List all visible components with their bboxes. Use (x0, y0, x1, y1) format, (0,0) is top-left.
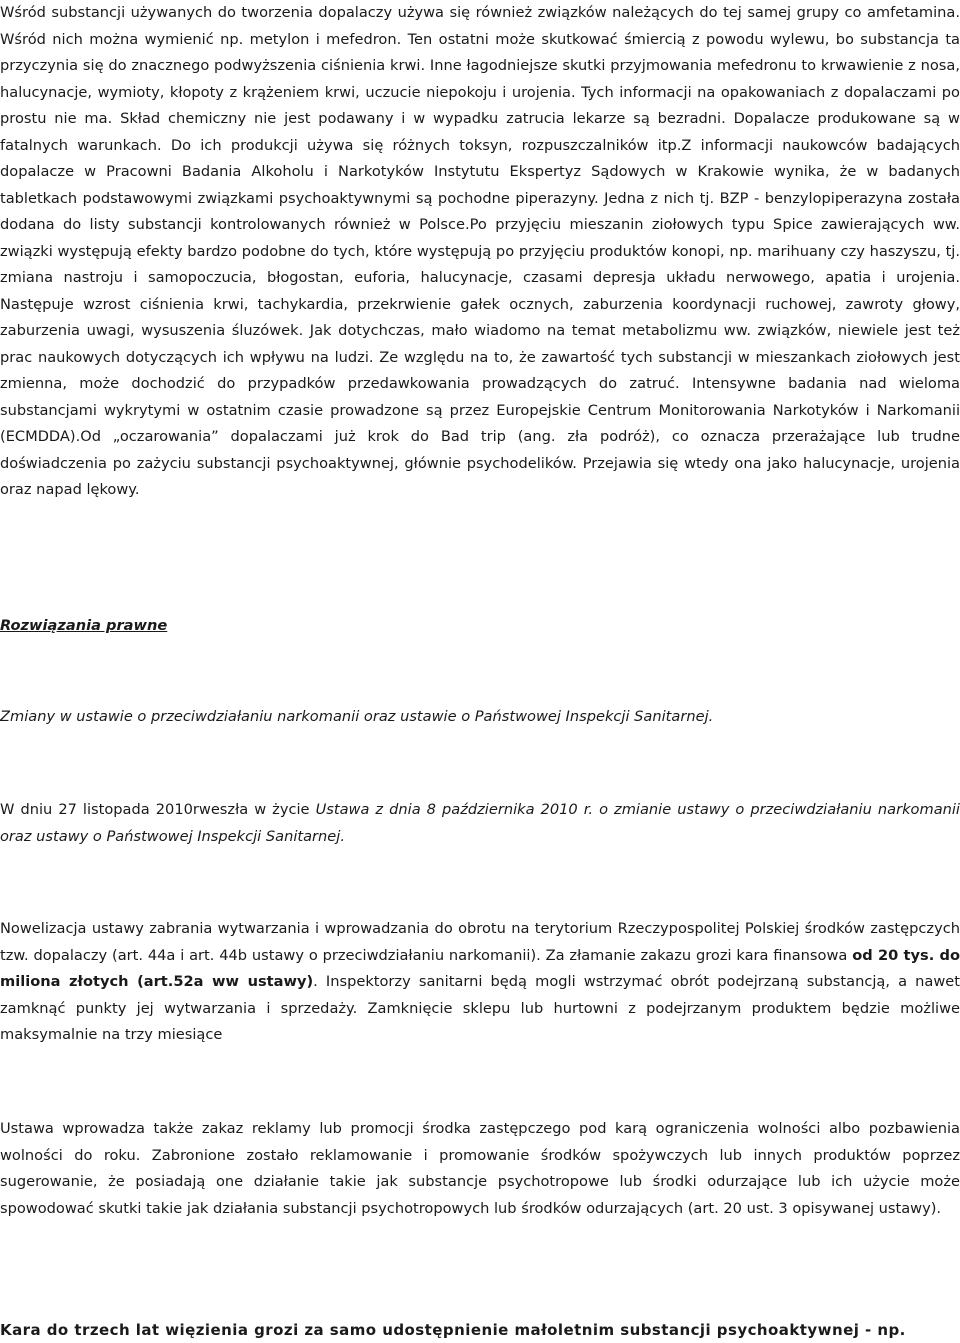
paragraph-amendment-tail: . Inspektorzy sanitarni będą mogli wstrzymać obrót podejrzaną substancją, a nawet zamknąć punkty jej wytwarzania i sprzedaży. Zamknięcie sklepu lub hurtowni z podejrzanym produktem będzie możliwe maksymalnie na trzy miesiące (0, 973, 960, 1043)
section-heading: Rozwiązania prawne (0, 617, 168, 634)
paragraph-law-entry-title: Ustawa z dnia 8 października 2010 r. o zmianie ustawy o przeciwdziałaniu narkomanii oraz ustawy o Państwowej Inspekcji Sanitarnej. (0, 801, 960, 845)
paragraph-amendment-lead: Nowelizacja ustawy zabrania wytwarzania i wprowadzania do obrotu na terytorium Rzeczypospolitej Polskiej środków zastępczych tzw. dopalaczy (art. 44a i art. 44b ustawy o przeciwdziałaniu narkomanii). Za złamanie zakazu grozi kara finansowa (0, 920, 960, 964)
final-bold-line: Kara do trzech lat więzienia grozi za samo udostępnienie małoletnim substancji psychoaktywnej - np. (0, 1321, 906, 1339)
paragraph-substances: Wśród substancji używanych do tworzenia dopalaczy używa się również związków należących do tej samej grupy co amfetamina. Wśród nich można wymienić np. metylon i mefedron. Ten ostatni może skutkować śmiercią z powodu wylewu, bo substancja ta przyczynia się do znacznego podwyższenia ciśnienia krwi. Inne łagodniejsze skutki przyjmowania mefedronu to krwawienie z nosa, halucynacje, wymioty, kłopoty z krążeniem krwi, uczucie niepokoju i urojenia. Tych informacji na opakowaniach z dopalaczami po prostu nie ma. Skład chemiczny nie jest podawany i w wypadku zatrucia lekarze są bezradni. Dopalacze produkowane są w fatalnych warunkach. Do ich produkcji używa się różnych toksyn, rozpuszczalników itp.Z informacji naukowców badających dopalacze w Pracowni Badania Alkoholu i Narkotyków Instytutu Ekspertyz Sądowych w Krakowie wynika, że w badanych tabletkach podstawowymi związkami psychoaktywnymi są pochodne piperazyny. Jedna z nich tj. BZP - benzylopiperazyna została dodana do listy substancji kontrolowanych również w Polsce.Po przyjęciu mieszanin ziołowych typu Spice zawierających ww. związki występują efekty bardzo podobne do tych, które występują po przyjęciu produktów konopi, np. marihuany czy haszyszu, tj. zmiana nastroju i samopoczucia, błogostan, euforia, halucynacje, czasami depresja układu nerwowego, apatia i urojenia. Następuje wzrost ciśnienia krwi, tachykardia, przekrwienie gałek ocznych, zaburzenia koordynacji ruchowej, zawroty głowy, zaburzenia uwagi, wysuszenia śluzówek. Jak dotychczas, mało wiadomo na temat metabolizmu ww. związków, niewiele jest też prac naukowych dotyczących ich wpływu na ludzi. Ze względu na to, że zawartość tych substancji w mieszankach ziołowych jest zmienna, może dochodzić do przypadków przedawkowania prowadzących do zatruć. Intensywne badania nad wieloma substancjami wykrytymi w ostatnim czasie prowadzone są przez Europejskie Centrum Monitorowania Narkotyków i Narkomanii (ECMDDA).Od „oczarowania” dopalaczami już krok do Bad trip (ang. zła podróż), co oznacza przerażające lub trudne doświadczenia po zażyciu substancji psychoaktywnej, głównie psychodelików. Przejawia się wtedy ona jako halucynacje, urojenia oraz napad lękowy. (0, 4, 960, 498)
paragraph-law-entry (0, 797, 960, 850)
paragraph-advertising-ban: Ustawa wprowadza także zakaz reklamy lub promocji środka zastępczego pod karą ograniczenia wolności albo pozbawienia wolności do roku. Zabronione zostało reklamowanie i promowanie środków spożywczych lub innych produktów poprzez sugerowanie, że posiadają one działanie takie jak substancje psychotropowe lub środki odurzające lub ich użycie może spowodować skutki takie jak działania substancji psychotropowych lub środków odurzających (art. 20 ust. 3 opisywanej ustawy). (0, 1120, 960, 1217)
law-title: Zmiany w ustawie o przeciwdziałaniu narkomanii oraz ustawie o Państwowej Inspekcji Sanitarnej. (0, 708, 714, 725)
paragraph-amendment (0, 916, 960, 1049)
paragraph-law-entry-lead: W dniu 27 listopada 2010rweszła w życie (0, 801, 316, 818)
paragraph-amendment-penalty: od 20 tys. do miliona złotych (art.52a ww ustawy) (0, 946, 960, 990)
